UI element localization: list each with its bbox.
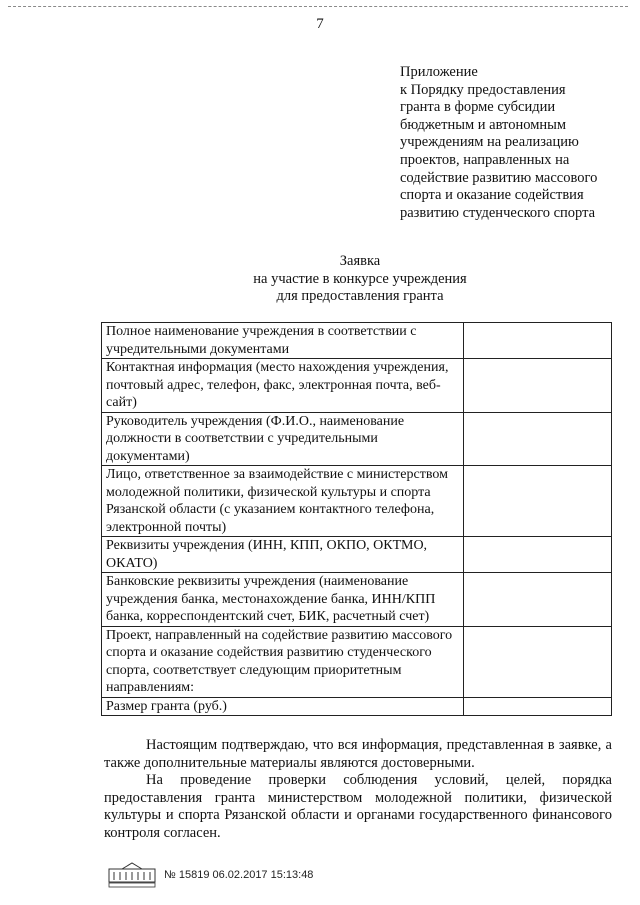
appendix-header [400, 64, 630, 222]
field-label: Банковские реквизиты учреждения (наименование учреждения банка, местонахождение банка, ИНН/КПП банка, корреспондентский счет, БИК, расчетный счет) [102, 573, 464, 627]
table-row [102, 697, 612, 716]
field-label: Проект, направленный на содействие развитию массового спорта и оказание содействия развитию студенческого спорта, соответствует следующим приоритетным направлениям: [102, 626, 464, 697]
field-value-cell[interactable] [464, 626, 612, 697]
field-value-cell[interactable] [464, 323, 612, 359]
table-row [102, 323, 612, 359]
field-label: Лицо, ответственное за взаимодействие с министерством молодежной политики, физической культуры и спорта Рязанской области (с указанием контактного телефона, электронной почты) [102, 466, 464, 537]
title-line: на участие в конкурсе учреждения [253, 270, 467, 287]
field-value-cell[interactable] [464, 537, 612, 573]
title-line: Заявка [339, 253, 381, 269]
title-line: для предоставления гранта [276, 288, 444, 305]
scan-edge-line [8, 6, 628, 7]
table-row [102, 466, 612, 537]
table-row [102, 626, 612, 697]
table-row [102, 537, 612, 573]
page-number: 7 [316, 16, 324, 32]
document-footer [108, 862, 313, 888]
appendix-line: бюджетным и автономным [400, 116, 567, 133]
appendix-line: Приложение [400, 64, 478, 80]
application-title [150, 253, 570, 306]
confirmation-text [104, 737, 612, 843]
table-row [102, 412, 612, 466]
field-label: Контактная информация (место нахождения учреждения, почтовый адрес, телефон, факс, электронная почта, веб-сайт) [102, 359, 464, 413]
application-table [101, 322, 612, 716]
field-label: Размер гранта (руб.) [102, 697, 464, 716]
table-row [102, 573, 612, 627]
building-stamp-icon [108, 862, 156, 888]
table-row [102, 359, 612, 413]
appendix-line: спорта и оказание содействия [400, 187, 584, 204]
appendix-line: к Порядку предоставления [400, 81, 566, 98]
field-value-cell[interactable] [464, 412, 612, 466]
registration-stamp: № 15819 06.02.2017 15:13:48 [164, 869, 314, 881]
appendix-line: проектов, направленных на [400, 151, 570, 168]
field-value-cell[interactable] [464, 466, 612, 537]
appendix-line: гранта в форме субсидии [400, 99, 556, 116]
field-label: Руководитель учреждения (Ф.И.О., наименование должности в соответствии с учредительными документами) [102, 412, 464, 466]
field-value-cell[interactable] [464, 359, 612, 413]
confirmation-paragraph: Настоящим подтверждаю, что вся информация, представленная в заявке, а также дополнительные материалы являются достоверными. [104, 737, 612, 771]
confirmation-paragraph: На проведение проверки соблюдения условий, целей, порядка предоставления гранта министерством молодежной политики, физической культуры и спорта Рязанской области и органами государственного финансового контроля согласен. [104, 772, 612, 841]
appendix-line: учреждениям на реализацию [400, 134, 579, 151]
field-label: Реквизиты учреждения (ИНН, КПП, ОКПО, ОКТМО, ОКАТО) [102, 537, 464, 573]
field-label: Полное наименование учреждения в соответствии с учредительными документами [102, 323, 464, 359]
appendix-line: развитию студенческого спорта [400, 204, 596, 221]
field-value-cell[interactable] [464, 697, 612, 716]
appendix-line: содействие развитию массового [400, 169, 598, 186]
field-value-cell[interactable] [464, 573, 612, 627]
